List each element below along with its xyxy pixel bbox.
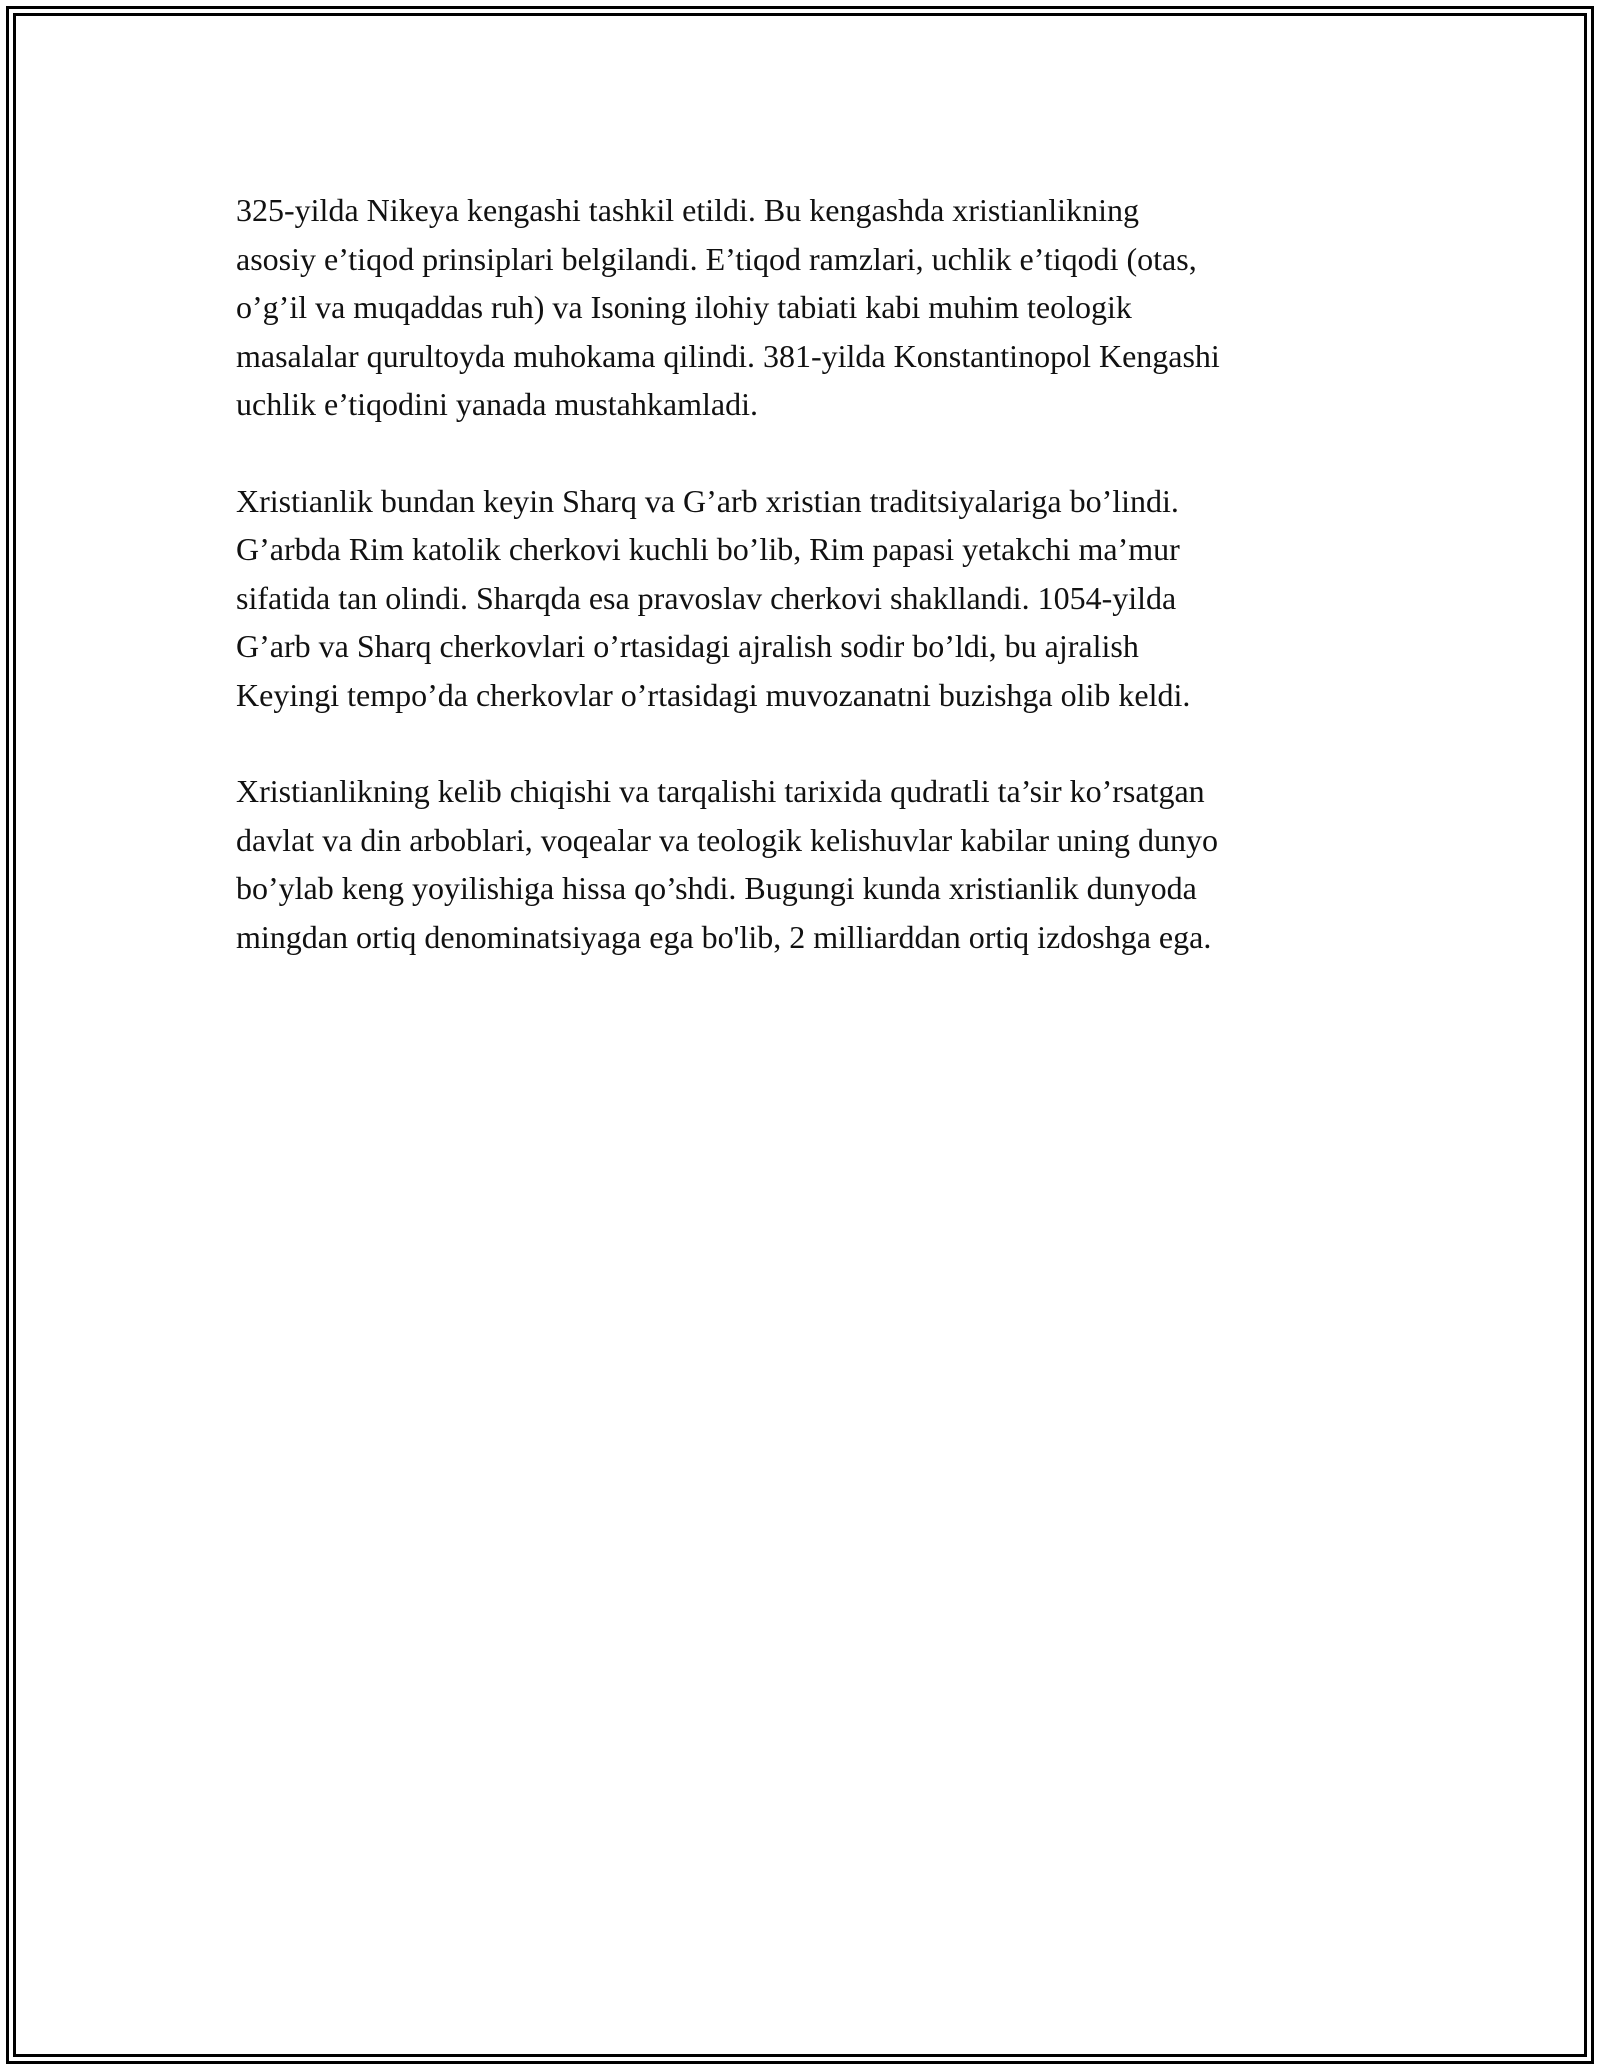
text-line: o’g’il va muqaddas ruh) va Isoning ilohiy tabiati kabi muhim teologik [236,289,1132,325]
text-line: sifatida tan olindi. Sharqda esa pravoslav cherkovi shakllandi. 1054-yilda [236,579,1177,616]
document-body [236,186,1376,961]
text-line: G’arbda Rim katolik cherkovi kuchli bo’lib, Rim papasi yetakchi ma’mur [236,531,1180,567]
text-line: Xristianlikning kelib chiqishi va tarqalishi tarixida qudratli ta’sir ko’rsatgan [236,773,1205,809]
text-line: davlat va din arboblari, voqealar va teologik kelishuvlar kabilar uning dunyo [236,821,1218,858]
paragraph-east-west-schism [236,477,1376,720]
text-line: Xristianlik bundan keyin Sharq va G’arb xristian traditsiyalariga bo’lindi. [236,482,1179,519]
paragraph-nicaea-council [236,186,1376,429]
text-line: Keyingi tempo’da cherkovlar o’rtasidagi muvozanatni buzishga olib keldi. [236,676,1191,713]
text-line: G’arb va Sharq cherkovlari o’rtasidagi ajralish sodir bo’ldi, bu ajralish [236,628,1139,664]
text-line: mingdan ortiq denominatsiyaga ega bo'lib, 2 milliarddan ortiq izdoshga ega. [236,918,1212,955]
text-line: uchlik e’tiqodini yanada mustahkamladi. [236,386,758,422]
paragraph-spread-today [236,767,1376,961]
text-line: bo’ylab keng yoyilishiga hissa qo’shdi. Bugungi kunda xristianlik dunyoda [236,870,1197,906]
text-line: asosiy e’tiqod prinsiplari belgilandi. E’tiqod ramzlari, uchlik e’tiqodi (otas, [236,240,1197,277]
text-line: 325-yilda Nikeya kengashi tashkil etildi. Bu kengashda xristianlikning [236,192,1139,228]
text-line: masalalar qurultoyda muhokama qilindi. 381-yilda Konstantinopol Kengashi [236,337,1220,374]
